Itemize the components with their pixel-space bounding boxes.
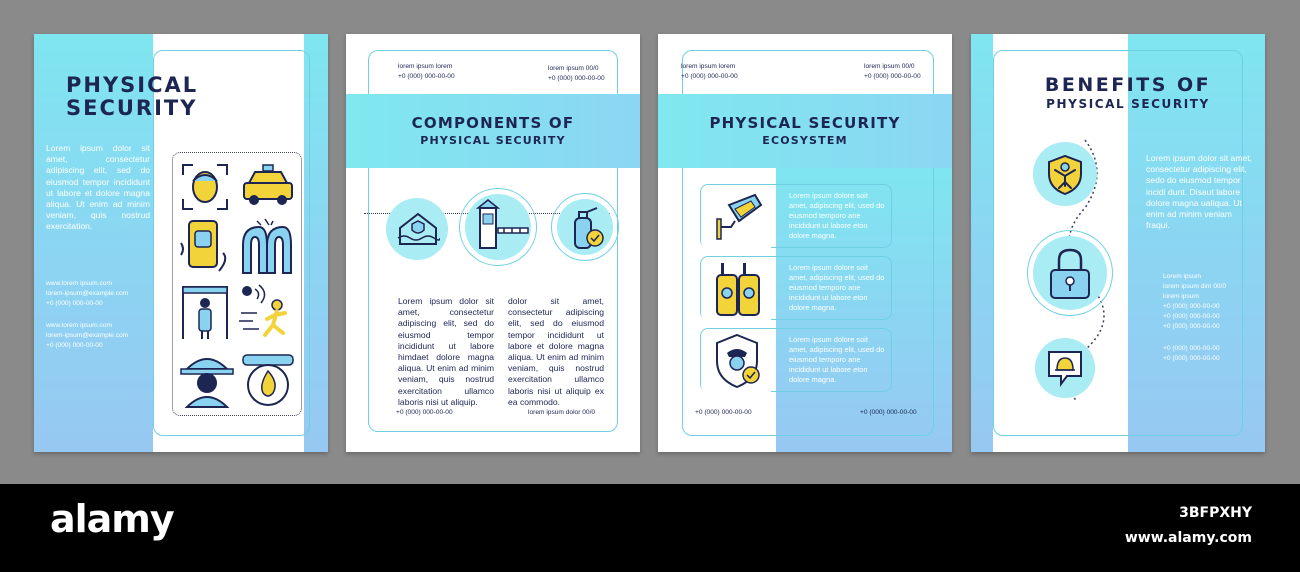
padlock-icon — [1047, 246, 1093, 300]
phone-block: +0 (000) 000-00-00 +0 (000) 000-00-00 — [1163, 345, 1220, 362]
contact-block-2: www.lorem ipsum.com lorem-ipsum@example.com +0 (000) 000-00-00 — [46, 322, 129, 349]
header-left: lorem ipsum lorem +0 (000) 000-00-00 — [681, 63, 738, 80]
card-text: Lorem ipsum dolore soit amet, adipiscing elit, used do eiusmod temporo ane incididunt ut labore eton dolore magna. — [789, 263, 885, 312]
card-text: Lorem ipsum dolore soit amet, adipiscing elit, used do eiusmod temporo ane incididunt ut labore eton dolore magna. — [789, 335, 885, 384]
brochure-page-4 — [971, 34, 1265, 452]
alarm-bell-icon — [1045, 348, 1085, 388]
header-right: lorem ipsum 00/0 +0 (000) 000-00-00 — [548, 65, 605, 82]
motion-sensor-icon — [237, 283, 297, 341]
brochure-page-2 — [346, 34, 640, 452]
alamy-logo: alamy — [50, 497, 174, 541]
police-car-icon — [239, 163, 297, 211]
checkpoint-barrier-icon — [474, 198, 532, 256]
body-scanner-icon — [179, 283, 231, 341]
flood-protection-icon — [396, 210, 440, 248]
footer-right: +0 (000) 000-00-00 — [860, 409, 917, 416]
accent-strip-left — [971, 34, 993, 452]
site-url: www.alamy.com — [1124, 530, 1252, 546]
ecosystem-card — [700, 256, 892, 320]
header-left: lorem ipsum lorem +0 (000) 000-00-00 — [398, 63, 455, 80]
watermark-bar — [0, 484, 1300, 572]
page-title: PHYSICAL SECURITY ECOSYSTEM — [709, 114, 901, 147]
walkie-talkie-icon — [715, 261, 761, 317]
cctv-camera-icon — [711, 191, 763, 241]
stock-code: 3BFPXHY — [1179, 505, 1252, 521]
header-right: lorem ipsum 00/0 +0 (000) 000-00-00 — [864, 63, 921, 80]
intro-text: Lorem ipsum dolor sit amet, consectetur adipiscing elit, sedo do eiusmod tempor incidi dunt. Disaut labore dolore magna ualiqua. Ut enim ad minim veniam fraqui. — [1146, 153, 1253, 231]
page-title: BENEFITS OF PHYSICAL SECURITY — [1044, 74, 1212, 111]
ecosystem-card — [700, 184, 892, 248]
fingerprint-phone-icon — [179, 219, 231, 275]
contact-block: Lorem ipsum lorem ipsum dim 00/0 lorem ipsum +0 (000) 000-00-00 +0 (000) 000-00-00 +0 (000) 000-00-00 — [1163, 273, 1227, 330]
column-text-1: Lorem ipsum dolor sit amet, consectetur adipiscing elit, sed do eiusmod tempor incididunt ut labore himdaet dolore magna aliqua. Ut enim ad minim veniam, quis nostrud exercitation ullamco laboris nisi ut aliquip. — [398, 296, 494, 407]
footer-right: lorem ipsum dolor 00/0 — [528, 409, 596, 416]
footer-left: +0 (000) 000-00-00 — [396, 409, 453, 416]
contact-block-1: www.lorem ipsum.com lorem-ipsum@example.com +0 (000) 000-00-00 — [46, 280, 129, 307]
security-guard-shield-icon — [713, 333, 763, 389]
magnet-alarm-icon — [237, 217, 297, 275]
ecosystem-card — [700, 328, 892, 392]
face-scan-icon — [179, 161, 231, 213]
intro-text: Lorem ipsum dolor sit amet, consectetur adipiscing elit, sed do eiusmod tempor incididunt ut labore et dolore magna aliqua. Ut enim ad minim veniam, quis nostrud exercitation. — [46, 143, 150, 232]
fire-extinguisher-icon — [565, 204, 607, 250]
page-title: PHYSICAL SECURITY — [66, 73, 199, 120]
brochure-page-1 — [34, 34, 328, 452]
intruder-icon — [179, 349, 235, 409]
fire-alarm-icon — [239, 353, 297, 409]
page-title: COMPONENTS OF PHYSICAL SECURITY — [411, 114, 575, 147]
footer-left: +0 (000) 000-00-00 — [695, 409, 752, 416]
icon-grid — [172, 152, 302, 416]
brochure-page-3 — [658, 34, 952, 452]
column-text-2: dolor sit amet, consectetur adipiscing elit, sed do eiusmod tempor incididunt ut labore et dolore magna aliqua. Ut enim ad minim veniam, quis nostrud exercitation ullamco laboris nisi ut aliquip ex ea commodo. — [508, 296, 604, 407]
card-text: Lorem ipsum dolore soit amet, adipiscing elit, used do eiusmod temporo ane incididunt ut labore eton dolore magna. — [789, 191, 885, 240]
protected-person-icon — [1043, 152, 1087, 196]
